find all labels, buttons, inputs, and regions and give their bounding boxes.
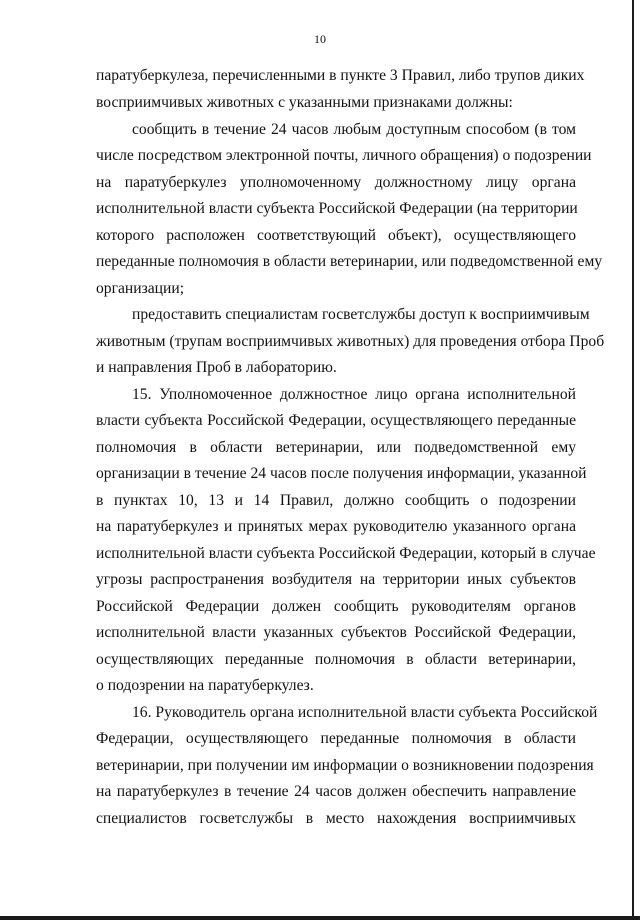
text-line: организации; [96, 280, 185, 297]
text-line: о подозрении на паратуберкулез. [96, 677, 314, 694]
text-line: в пунктах 10, 13 и 14 Правил, должно сообщить о подозрении [96, 492, 576, 509]
text-line: Федерации, осуществляющего переданные полномочия в области [96, 730, 576, 747]
text-line: 15. Уполномоченное должностное лицо органа исполнительной [132, 386, 576, 403]
scan-edge-bottom [0, 916, 640, 920]
page-number: 10 [314, 32, 326, 46]
scan-edge-right [632, 0, 634, 920]
text-line: числе посредством электронной почты, личного обращения) о подозрении [96, 147, 592, 164]
text-line: власти субъекта Российской Федерации, осуществляющего переданные [96, 412, 576, 429]
text-line: животным (трупам восприимчивых животных) для проведения отбора Проб [96, 333, 605, 350]
text-line: переданные полномочия в области ветеринарии, или подведомственной ему [96, 253, 603, 270]
text-line: Российской Федерации должен сообщить руководителям органов [96, 598, 576, 615]
text-line: и направления Проб в лабораторию. [96, 359, 337, 376]
text-line: на паратуберкулез уполномоченному должностному лицу органа [96, 174, 576, 191]
text-line: исполнительной власти указанных субъектов Российской Федерации, [96, 624, 576, 641]
text-line: на паратуберкулез в течение 24 часов должен обеспечить направление [96, 783, 576, 800]
text-line: исполнительной власти субъекта Российской Федерации, который в случае [96, 545, 596, 562]
text-line: на паратуберкулез и принятых мерах руководителю указанного органа [96, 518, 576, 535]
text-line: угрозы распространения возбудителя на территории иных субъектов [96, 571, 576, 588]
text-line: паратуберкулеза, перечисленными в пункте 3 Правил, либо трупов диких [96, 67, 585, 84]
text-line: специалистов госветслужбы в место нахождения восприимчивых [96, 810, 576, 827]
text-line: осуществляющих переданные полномочия в области ветеринарии, [96, 651, 576, 668]
text-line: которого расположен соответствующий объект), осуществляющего [96, 227, 576, 244]
text-line: полномочия в области ветеринарии, или подведомственной ему [96, 439, 576, 456]
text-line: исполнительной власти субъекта Российской Федерации (на территории [96, 200, 578, 217]
text-line: ветеринарии, при получении им информации о возникновении подозрения [96, 757, 594, 774]
text-line: предоставить специалистам госветслужбы доступ к восприимчивым [132, 306, 590, 323]
text-line: восприимчивых животных с указанными признаками должны: [96, 94, 513, 111]
text-line: организации в течение 24 часов после получения информации, указанной [96, 465, 587, 482]
text-line: сообщить в течение 24 часов любым доступным способом (в том [132, 121, 576, 138]
text-line: 16. Руководитель органа исполнительной власти субъекта Российской [132, 704, 598, 721]
